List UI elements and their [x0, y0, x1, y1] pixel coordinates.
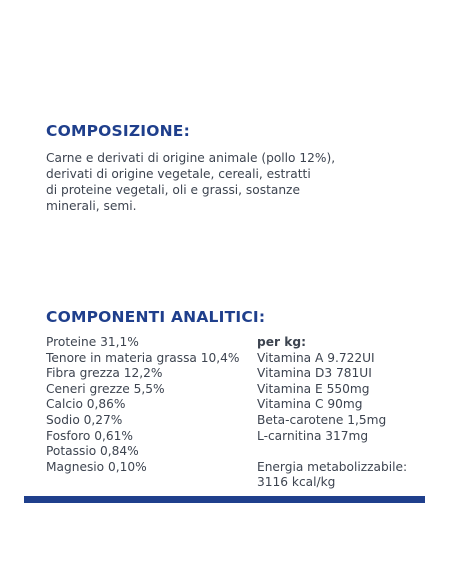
analytical-item: Ceneri grezze 5,5% [46, 381, 165, 396]
spacer [257, 444, 432, 460]
analytical-item: Sodio 0,27% [46, 412, 123, 427]
energy-label: Energia metabolizzabile: [257, 459, 408, 474]
composition-line: derivati di origine vegetale, cereali, estratti [46, 167, 311, 181]
analytical-title: COMPONENTI ANALITICI: [46, 308, 266, 326]
composition-title: COMPOSIZIONE: [46, 122, 190, 140]
analytical-right-column [257, 335, 432, 491]
vitamin-item: L-carnitina 317mg [257, 428, 369, 443]
analytical-item: Proteine 31,1% [46, 335, 139, 349]
composition-line: di proteine vegetali, oli e grassi, sostanze [46, 183, 300, 197]
bottom-divider-bar [24, 496, 425, 503]
composition-line: minerali, semi. [46, 199, 137, 213]
analytical-item: Fosforo 0,61% [46, 428, 133, 443]
energy-value: 3116 kcal/kg [257, 475, 336, 490]
vitamin-item: Beta-carotene 1,5mg [257, 412, 387, 427]
vitamin-item: Vitamina E 550mg [257, 381, 370, 396]
analytical-item: Fibra grezza 12,2% [46, 366, 163, 381]
vitamin-item: Vitamina D3 781UI [257, 366, 372, 381]
analytical-left-column [46, 335, 251, 475]
vitamin-item: Vitamina C 90mg [257, 397, 363, 412]
analytical-item: Calcio 0,86% [46, 397, 126, 412]
composition-text [46, 150, 386, 214]
analytical-item: Tenore in materia grassa 10,4% [46, 350, 240, 365]
analytical-item: Potassio 0,84% [46, 444, 139, 459]
per-kg-heading: per kg: [257, 335, 306, 349]
analytical-item: Magnesio 0,10% [46, 459, 147, 474]
vitamin-item: Vitamina A 9.722UI [257, 350, 375, 365]
composition-line: Carne e derivati di origine animale (pollo 12%), [46, 151, 336, 165]
